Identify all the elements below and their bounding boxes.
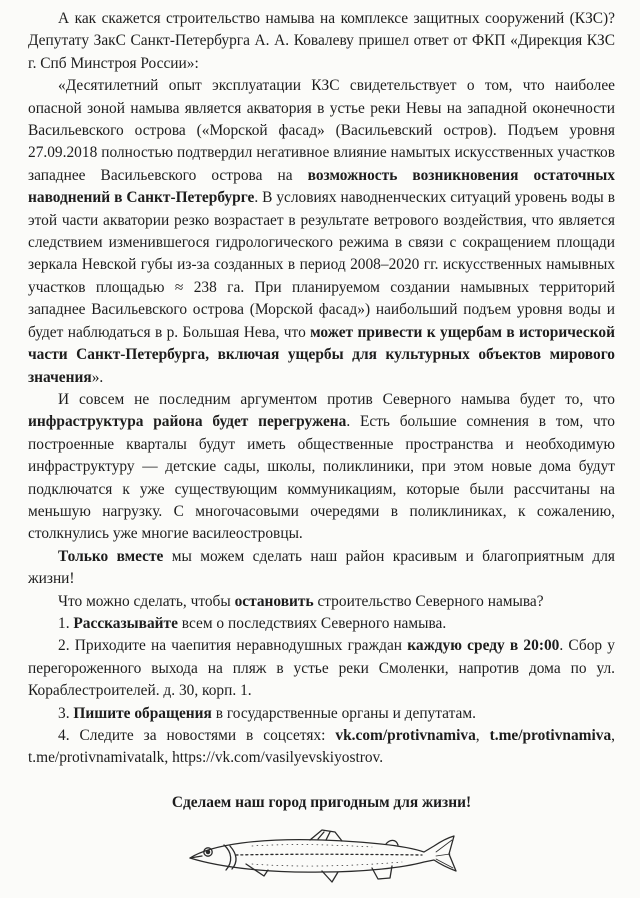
action-item-2 [28, 635, 615, 702]
action-2-bold: каждую среду в 20:00 [407, 637, 560, 655]
intro-text: А как скажется строительство намыва на комплексе защитных сооружений (КЗС)? Депутату ЗакС Санкт-Петербурга А. А. Ковалеву пришел ответ от ФКП «Дирекция КЗС г. Спб Минстроя России»: [28, 10, 615, 72]
together-bold: Только вместе [58, 547, 164, 565]
argument-text-2: . Есть большие сомнения в том, что построенные кварталы будут иметь общественные пространства и необходимую инфраструктуру — детские сады, школы, поликлиники, при этом новые дома будут подключатся к уже существующим коммуникациям, которые были рассчитаны на меньшую нагрузку. С многочасовыми очередями в поликлиниках, к сожалению, столкнулись уже многие василеостровцы. [28, 413, 615, 543]
action-item-3 [28, 703, 615, 725]
quote-text-1: «Десятилетний опыт эксплуатации КЗС свидетельствует о том, что наиболее опасной зоной намыва является акватория в устье реки Невы на западной оконечности Васильевского острова («Морской фасад» (Васильевский остров). Подъем уровня 27.09.2018 полностью подтвердил негативное влияние намытых искусственных участков западнее Васильевского острова на [28, 77, 615, 184]
action-2-text-1: 2. Приходите на чаепития неравнодушных граждан [58, 637, 408, 655]
action-4-text: 4. Следите за новостями в соцсетях: [58, 727, 336, 744]
action-2-text-2: . Сбор у перегороженного выхода на пляж в устье реки Смоленки, напротив дома по ул. Кораблестроителей. д. 30, корп. 1. [28, 637, 615, 700]
quote-text-3: ». [91, 368, 104, 386]
separator: , [164, 749, 173, 767]
sentence-end: . [379, 749, 384, 767]
argument-text-1: И совсем не последним аргументом против Северного намыва будет то, что [58, 390, 615, 408]
argument-paragraph [28, 389, 615, 546]
telegram-link[interactable]: t.me/protivnamiva [489, 727, 612, 744]
action-1-text: всем о последствиях Северного намыва. [177, 614, 447, 632]
separator: , [611, 727, 615, 744]
together-text: мы можем сделать наш район красивым и благоприятным для жизни! [28, 547, 615, 588]
quote-text-2: . В условиях наводненческих ситуаций уровень воды в этой части акватории резко возрастает в результате ветрового воздействия, что является следствием изменившегося гидрологического режима в связи с сокращением площади зеркала Невской губы из-за созданных в период 2008–2020 гг. искусственных намывных участков площадью ≈ 238 га. При планируемом создании намывных территорий западнее Васильевского острова (Морской фасад») наибольший подъем уровня воды и будет наблюдаться в р. Большая Нева, что [28, 189, 615, 341]
smelt-fish-icon [172, 824, 472, 888]
action-3-number: 3. [58, 704, 74, 722]
action-3-bold: Пишите обращения [73, 704, 212, 722]
vk-group-link[interactable]: https://vk.com/vasilyevskiyostrov [172, 749, 380, 767]
telegram-chat-link[interactable]: t.me/protivnamivatalk [28, 749, 165, 767]
action-item-1 [28, 613, 615, 635]
quote-bold-1: возможность возникновения остаточных наводнений в Санкт-Петербурге [28, 166, 616, 207]
question-paragraph [28, 591, 615, 613]
closing-slogan: Сделаем наш город пригодным для жизни! [171, 793, 472, 811]
action-1-bold: Рассказывайте [73, 614, 178, 632]
action-item-4 [28, 725, 615, 770]
separator: , [475, 727, 490, 744]
question-bold: остановить [234, 592, 314, 610]
action-1-number: 1. [58, 614, 74, 632]
argument-bold: инфраструктура района будет перегружена [28, 413, 347, 431]
vk-link[interactable]: vk.com/protivnamiva [335, 727, 476, 744]
question-text-2: строительство Северного намыва? [313, 592, 544, 610]
quote-bold-2: может привести к ущербам в исторической части Санкт-Петербурга, включая ущербы для культурных объектов мирового значения [28, 323, 615, 386]
intro-paragraph [28, 8, 615, 75]
quote-paragraph [28, 75, 615, 389]
action-3-text: в государственные органы и депутатам. [211, 704, 476, 722]
together-paragraph [28, 546, 615, 591]
question-text-1: Что можно сделать, чтобы [58, 592, 235, 610]
